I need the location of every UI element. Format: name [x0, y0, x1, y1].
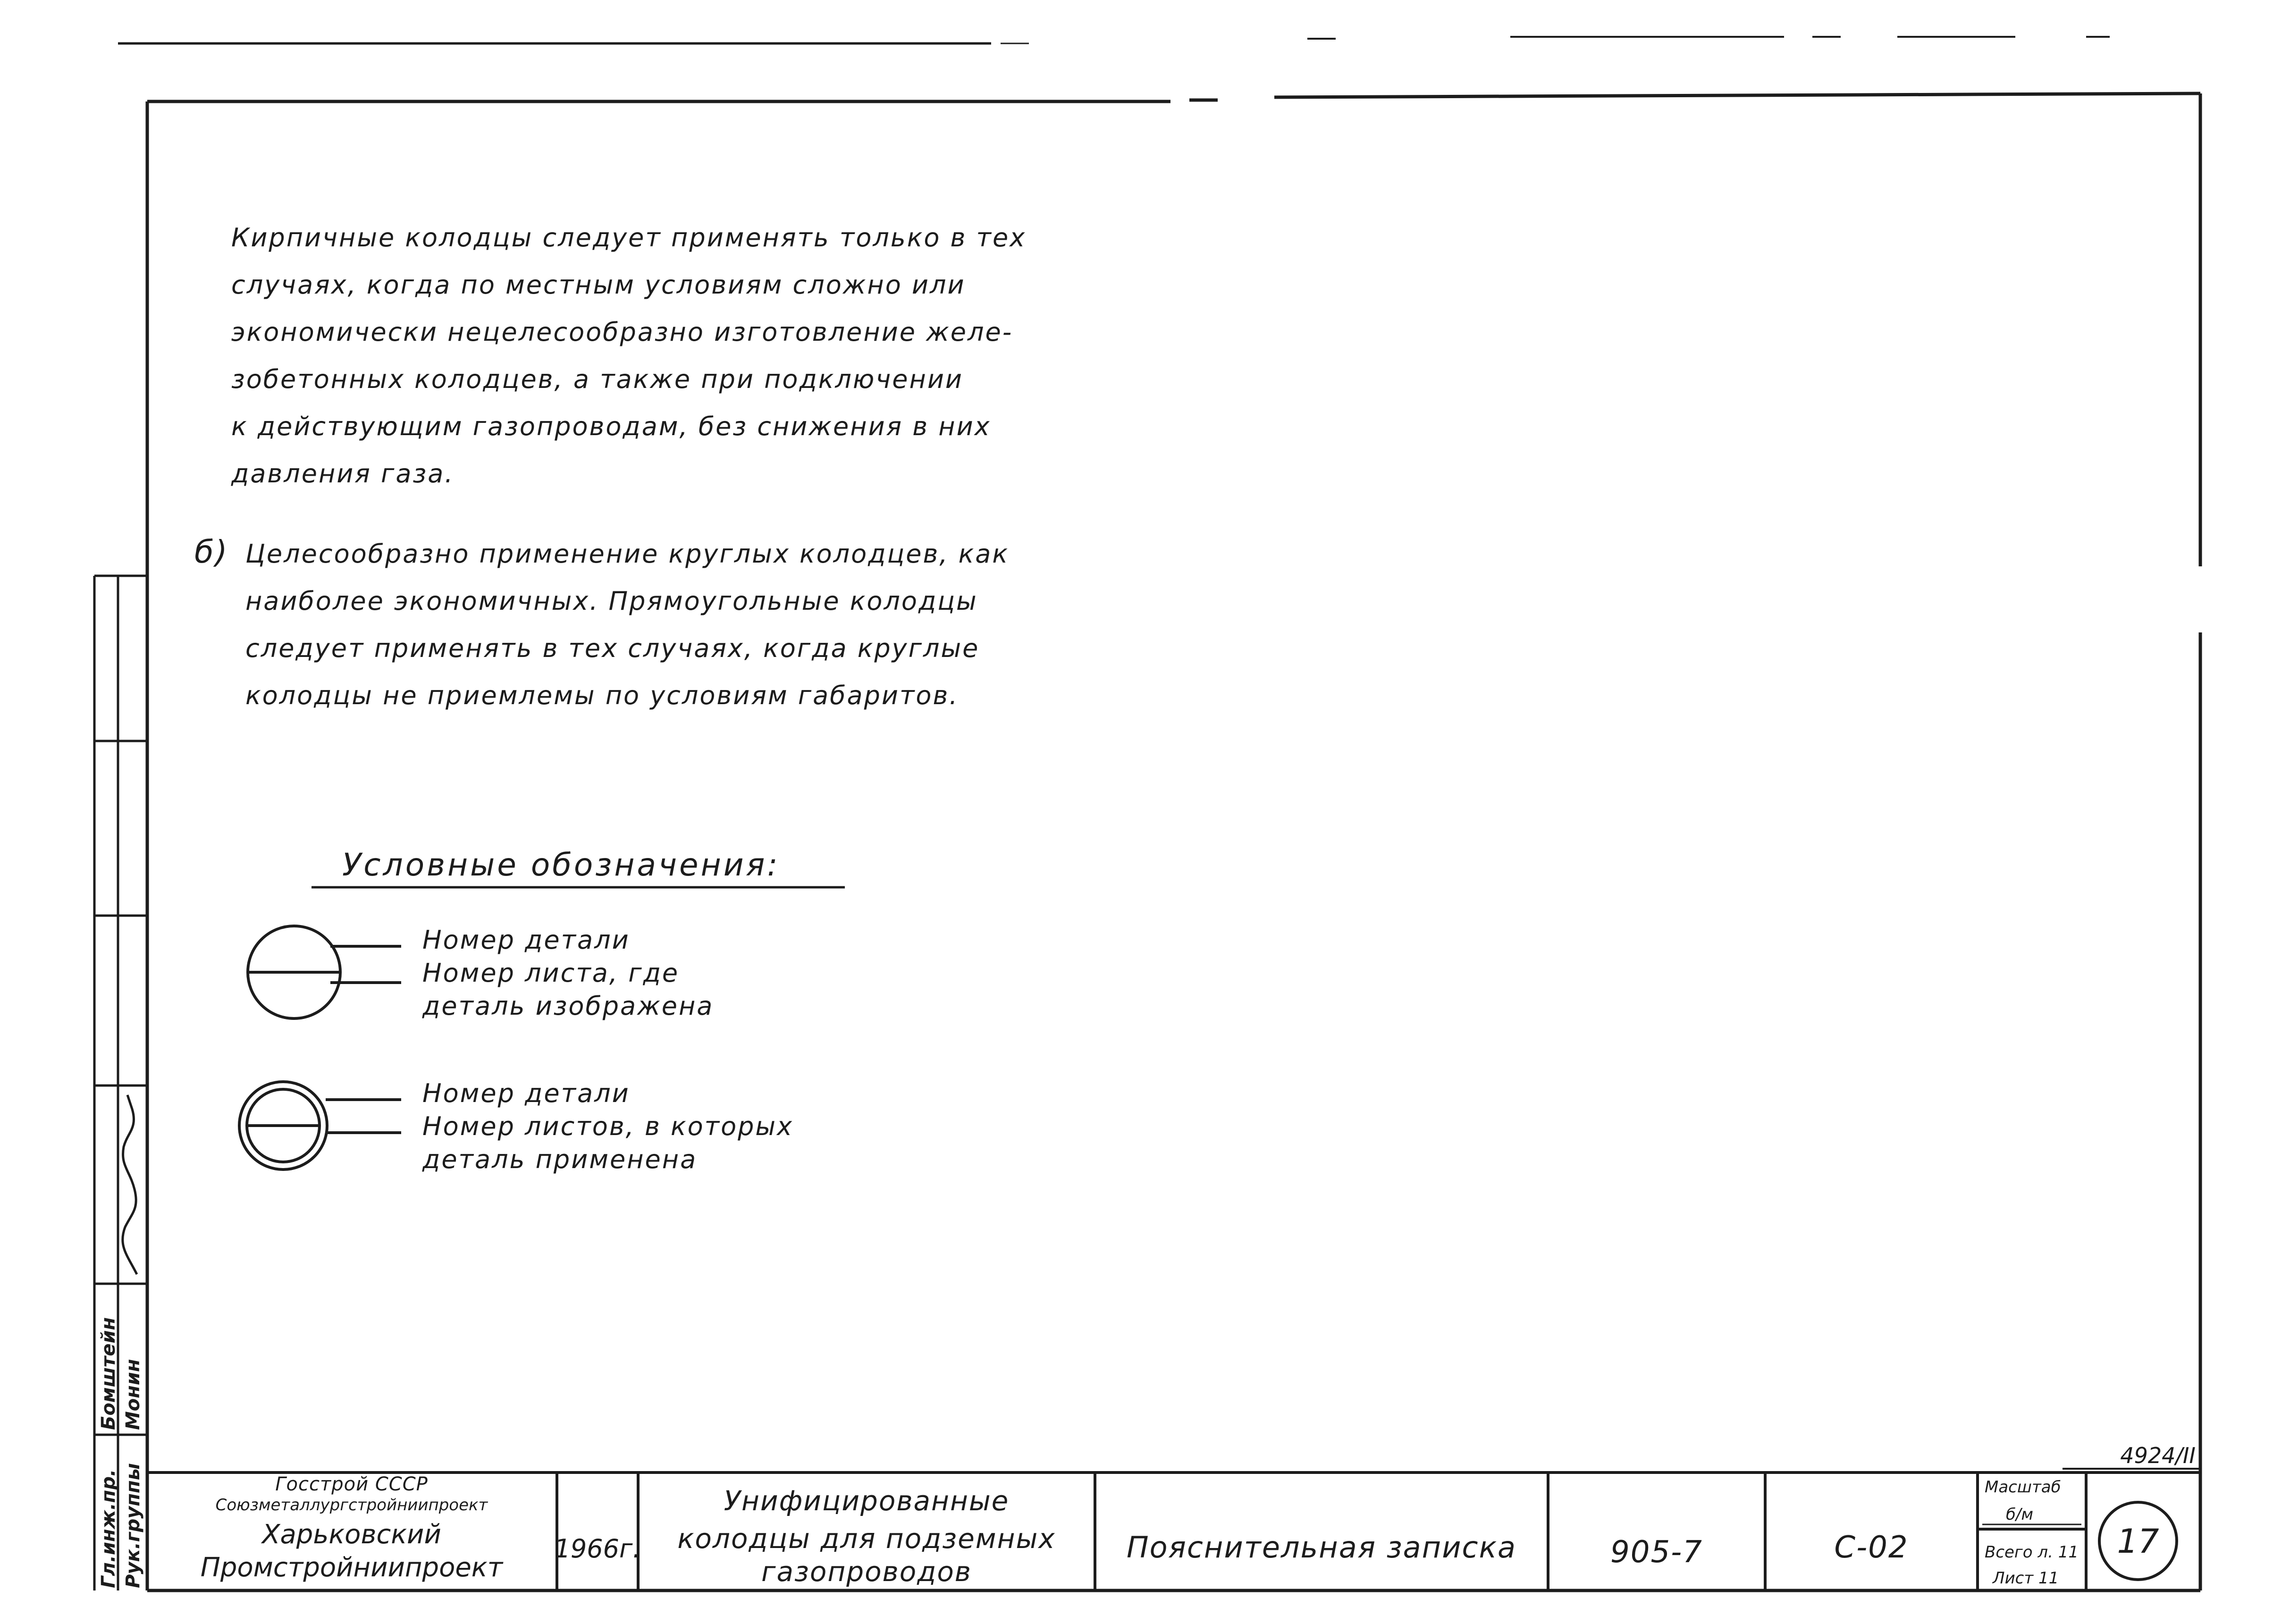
signature: [123, 1095, 137, 1274]
sheet-title: Пояснительная записка: [1126, 1530, 1517, 1565]
page-number: 17: [2117, 1522, 2159, 1561]
series-number: 905-7: [1610, 1535, 1703, 1570]
top-scan-lines: [118, 37, 2110, 43]
org-institute: Союзметаллургстройниипроект: [215, 1496, 488, 1515]
paragraph-b-line: колодцы не приемлемы по условиям габаритов.: [245, 681, 959, 710]
paragraph-a-line: экономически нецелесообразно изготовление желе-: [231, 317, 1013, 347]
paragraph-a-line: случаях, когда по местным условиям сложно или: [231, 270, 966, 300]
side-stamp-name: Бомштейн: [98, 1317, 119, 1430]
side-stamp-role: Рук.группы: [122, 1463, 144, 1588]
legend-symbol2-line: деталь применена: [422, 1144, 698, 1174]
project-title-line: Унифицированные: [724, 1485, 1010, 1517]
org-name: Промстройниипроект: [200, 1552, 503, 1583]
archive-number: 4924/II: [2120, 1443, 2196, 1468]
legend-symbol1-line: деталь изображена: [422, 991, 714, 1021]
org-city: Харьковский: [262, 1519, 441, 1550]
side-stamp-role: Гл.инж.пр.: [98, 1469, 119, 1588]
legend-symbol1-line: Номер детали: [422, 925, 630, 955]
project-title-line: газопроводов: [761, 1556, 972, 1588]
paragraph-b: [194, 534, 1009, 710]
project-title-line: колодцы для подземных: [677, 1523, 1056, 1555]
scale-label: Масштаб: [1985, 1478, 2061, 1497]
paragraph-b-line: следует применять в тех случаях, когда круглые: [245, 633, 980, 663]
paragraph-a-line: Кирпичные колодцы следует применять только в тех: [231, 223, 1027, 252]
paragraph-b-marker: б): [194, 534, 229, 570]
year: 1966г.: [554, 1534, 641, 1564]
paragraph-b-line: наиболее экономичных. Прямоугольные колодцы: [245, 586, 978, 616]
sheet-label: Лист 11: [1993, 1569, 2059, 1588]
legend: [239, 847, 845, 1174]
paragraph-a-line: зобетонных колодцев, а также при подключении: [231, 364, 964, 394]
org-ministry: Госстрой СССР: [275, 1473, 428, 1495]
detail-marker-symbol: [248, 926, 401, 1018]
paragraph-a: [231, 223, 1026, 488]
sheet-code: С-02: [1834, 1530, 1909, 1565]
legend-symbol1-line: Номер листа, где: [422, 958, 680, 988]
side-stamp-name: Монин: [122, 1359, 144, 1430]
legend-title: Условные обозначения:: [342, 847, 780, 883]
paragraph-a-line: к действующим газопроводам, без снижения в них: [231, 412, 991, 441]
total-sheets: Всего л. 11: [1985, 1543, 2079, 1562]
detail-multi-marker-symbol: [239, 1082, 401, 1170]
paragraph-a-line: давления газа.: [231, 459, 455, 488]
side-stamp: [94, 576, 147, 1590]
title-block: [147, 1443, 2200, 1590]
scale-value: б/м: [2006, 1505, 2034, 1524]
legend-symbol2-line: Номер детали: [422, 1078, 630, 1108]
paragraph-b-line: Целесообразно применение круглых колодцев, как: [245, 539, 1009, 569]
legend-symbol2-line: Номер листов, в которых: [422, 1111, 794, 1141]
